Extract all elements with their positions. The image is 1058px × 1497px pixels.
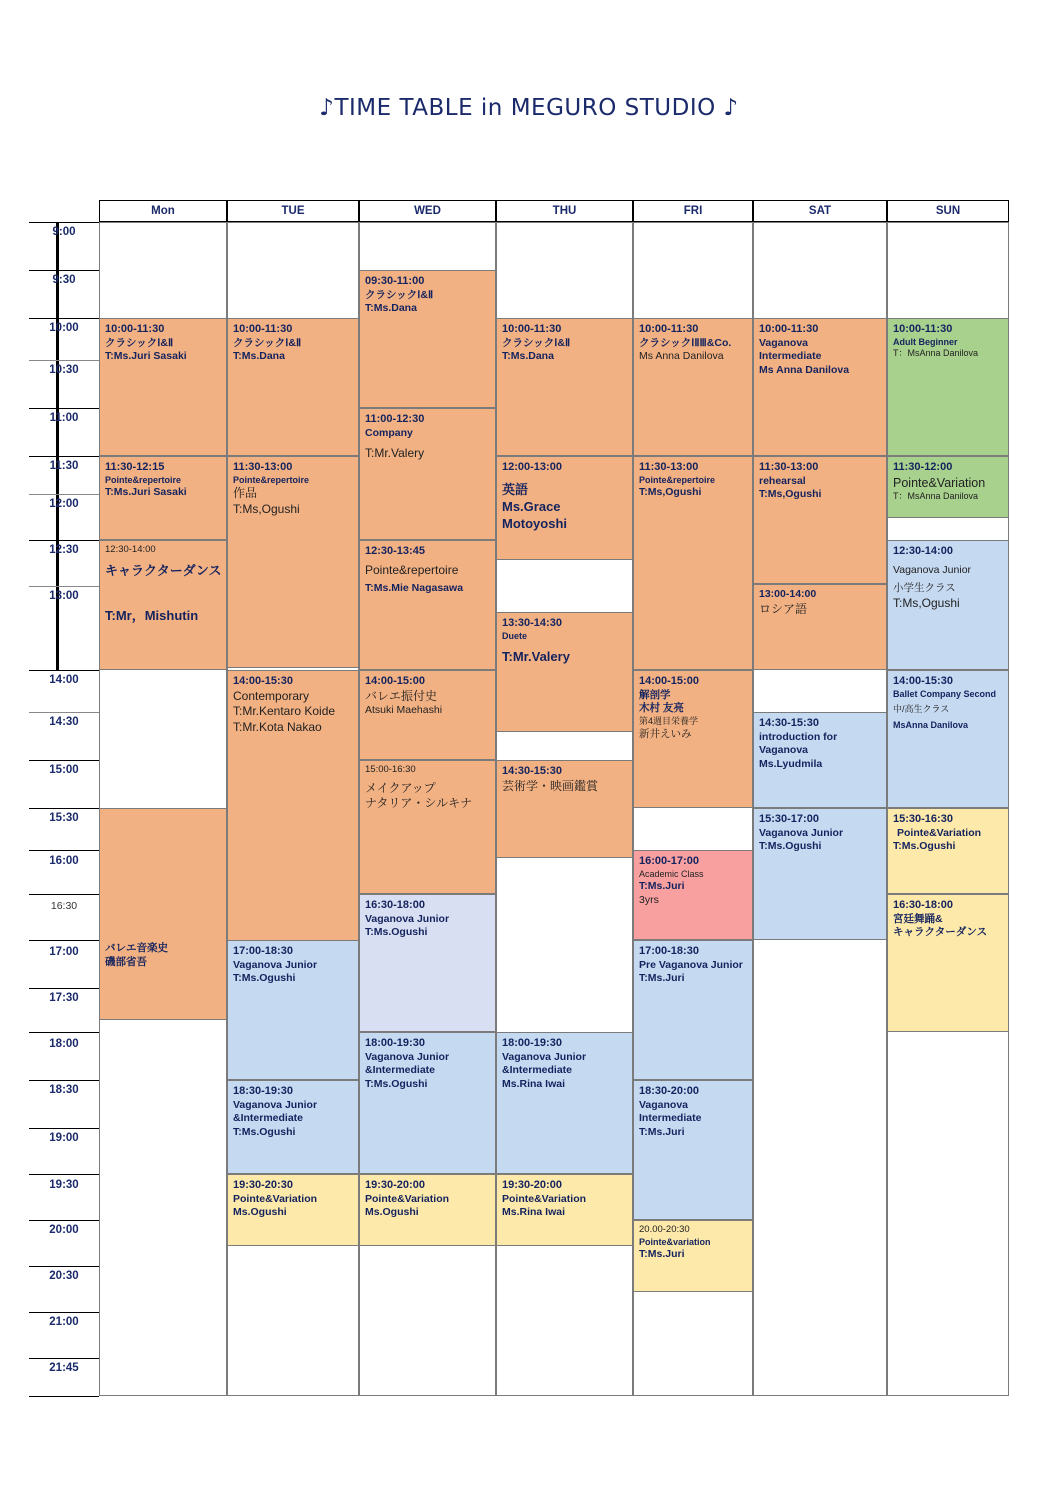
class-teacher: T:Ms,Ogushi — [639, 486, 702, 499]
class-teacher: Ms.Rina Iwai — [502, 1078, 566, 1091]
class-title: introduction for — [759, 730, 838, 743]
class-level: &Intermediate — [233, 1112, 304, 1125]
class-title: クラシックⅠⅡⅢ&Co. — [639, 336, 732, 349]
class-subtitle: キャラクターダンス — [893, 926, 988, 939]
class-title: Pointe&Variation — [893, 475, 986, 490]
class-title: rehearsal — [759, 474, 806, 487]
class-time: 10:00-11:30 — [233, 323, 293, 335]
class-level: &Intermediate — [365, 1064, 436, 1077]
class-title: Vaganova Junior — [365, 1050, 450, 1063]
class-title: Pointe&Variation — [897, 826, 982, 839]
class-time: 19:30-20:00 — [502, 1179, 562, 1191]
time-label-1900: 19:00 — [49, 1132, 79, 1144]
class-block-fri-1700[interactable] — [633, 940, 753, 1080]
timetable-grid — [29, 200, 1009, 1378]
class-title: バレエ音楽史 — [105, 942, 168, 954]
class-teacher: T:Ms.Ogushi — [365, 926, 428, 939]
class-time: 09:30-11:00 — [365, 275, 425, 287]
time-label-1100: 11:00 — [49, 412, 79, 424]
class-title: Pointe&variation — [639, 1236, 711, 1247]
class-block-fri-1000[interactable] — [633, 318, 753, 456]
class-teacher: T:Ms.Dana — [502, 350, 554, 363]
class-time: 17:00-18:30 — [233, 945, 293, 957]
class-block-tue-1000[interactable] — [227, 318, 359, 456]
time-rule — [29, 1080, 99, 1081]
class-block-wed-1400[interactable] — [359, 670, 496, 760]
time-label-0900: 9:00 — [52, 226, 76, 238]
page-title: ♪TIME TABLE in MEGURO STUDIO ♪ — [319, 95, 739, 121]
class-title: Pre Vaganova Junior — [639, 958, 743, 971]
class-teacher: 木村 友亮 — [639, 702, 684, 715]
time-rule — [29, 1032, 99, 1033]
class-teacher: Atsuki Maehashi — [365, 704, 443, 717]
class-block-sun-1230[interactable] — [887, 540, 1009, 670]
class-title: Pointe&Variation — [365, 1192, 450, 1205]
time-rule — [29, 360, 99, 361]
class-time: 11:30-13:00 — [639, 461, 699, 473]
class-block-tue-1830[interactable] — [227, 1080, 359, 1174]
class-block-fri-2000[interactable] — [633, 1220, 753, 1292]
class-block-sun-1400[interactable] — [887, 670, 1009, 808]
time-label-1830: 18:30 — [49, 1084, 79, 1096]
class-block-wed-1500[interactable] — [359, 760, 496, 894]
time-rule — [29, 940, 99, 941]
class-title: クラシックⅠ&Ⅱ — [365, 288, 434, 301]
class-time: 16:00-17:00 — [639, 855, 699, 867]
time-rule — [29, 318, 99, 319]
class-time: 10:00-11:30 — [893, 323, 953, 335]
class-teacher: T:Ms,Ogushi — [233, 502, 300, 517]
time-rule — [29, 1358, 99, 1359]
class-title: Pointe&Variation — [502, 1192, 587, 1205]
class-teacher: T:Ms.Juri — [639, 880, 685, 893]
class-teacher-2: 新井えいみ — [639, 728, 692, 741]
class-level: Vaganova — [759, 744, 809, 757]
time-rule — [29, 456, 99, 457]
class-block-thu-1930[interactable] — [496, 1174, 633, 1246]
column-header-fri: FRI — [633, 200, 753, 222]
class-teacher: T:Ms.Ogushi — [893, 840, 956, 853]
class-teacher: Ms.Ogushi — [365, 1206, 419, 1219]
class-time: 14:00-15:00 — [365, 675, 425, 687]
time-label-2030: 20:30 — [49, 1270, 79, 1282]
time-label-1030: 10:30 — [49, 364, 79, 376]
class-time: 11:30-13:00 — [233, 461, 293, 473]
time-rule — [29, 1396, 99, 1397]
class-block-tue-1700[interactable] — [227, 940, 359, 1080]
class-teacher: T:Ms.Ogushi — [233, 972, 296, 985]
class-title: クラシックⅠ&Ⅱ — [233, 336, 302, 349]
class-block-sun-1130[interactable] — [887, 456, 1009, 518]
class-title: Duete — [502, 630, 528, 641]
class-teacher: T：MsAnna Danilova — [893, 491, 979, 502]
class-block-sat-1530[interactable] — [753, 808, 887, 940]
class-time: 18:00-19:30 — [365, 1037, 425, 1049]
class-title: Adult Beginner — [893, 336, 958, 347]
column-header-tue: TUE — [227, 200, 359, 222]
class-time: 14:30-15:30 — [759, 717, 819, 729]
time-rule — [29, 1312, 99, 1313]
class-block-mon-1130[interactable] — [99, 456, 227, 540]
time-label-1630: 16:30 — [50, 900, 78, 912]
class-time: 10:00-11:30 — [502, 323, 562, 335]
time-label-1400: 14:00 — [49, 674, 79, 686]
class-teacher: MsAnna Danilova — [893, 720, 969, 731]
class-detail: 作品 — [233, 486, 258, 501]
class-title: Ballet Company Second — [893, 688, 997, 699]
class-teacher: T:Ms,Ogushi — [893, 596, 960, 611]
class-title: Pointe&repertoire — [105, 474, 182, 485]
class-block-thu-1430[interactable] — [496, 760, 633, 858]
time-rule — [29, 712, 99, 713]
time-rule — [29, 494, 99, 495]
class-title: Vaganova — [639, 1098, 689, 1111]
class-teacher-1: T:Mr.Kentaro Koide — [233, 704, 336, 719]
class-level: 小学生クラス — [893, 582, 956, 595]
time-rule — [29, 1220, 99, 1221]
class-title: Vaganova Junior — [233, 958, 318, 971]
class-title: ロシア語 — [759, 601, 808, 616]
class-block-fri-1600[interactable] — [633, 850, 753, 940]
time-rule — [29, 850, 99, 851]
class-time: 12:30-13:45 — [365, 545, 425, 557]
class-teacher: T:Ms,Ogushi — [759, 488, 822, 501]
class-teacher: T:Ms.Ogushi — [759, 840, 822, 853]
time-rule — [29, 808, 99, 809]
class-title: Contemporary — [233, 688, 310, 703]
class-block-wed-1930[interactable] — [359, 1174, 496, 1246]
class-block-thu-1330[interactable] — [496, 612, 633, 732]
class-title: Vaganova Junior — [233, 1098, 318, 1111]
class-time: 14:00-15:00 — [639, 675, 699, 687]
class-block-wed-1800[interactable] — [359, 1032, 496, 1174]
class-note: 第4週目栄養学 — [639, 716, 699, 727]
class-time: 14:30-15:30 — [502, 765, 562, 777]
class-time: 11:30-13:00 — [759, 461, 819, 473]
class-time: 20.00-20:30 — [639, 1224, 690, 1235]
column-header-sat: SAT — [753, 200, 887, 222]
time-rule — [29, 270, 99, 271]
class-block-mon-1000[interactable] — [99, 318, 227, 456]
time-label-1200: 12:00 — [49, 498, 79, 510]
class-title: メイクアップ — [365, 780, 436, 795]
class-title: Pointe&repertoire — [233, 474, 310, 485]
class-teacher: T:Mr.Valery — [502, 649, 570, 665]
time-rule — [29, 894, 99, 895]
class-teacher: T:Mr.Valery — [365, 446, 425, 461]
time-rule — [29, 670, 99, 671]
class-block-sat-1300[interactable] — [753, 584, 887, 670]
class-level: &Intermediate — [502, 1064, 573, 1077]
class-level: Intermediate — [759, 350, 822, 363]
class-teacher: T：MsAnna Danilova — [893, 348, 979, 359]
class-teacher: Ms Anna Danilova — [759, 364, 850, 377]
class-teacher: Ms.Lyudmila — [759, 758, 823, 771]
time-label-2100: 21:00 — [49, 1316, 79, 1328]
class-title: クラシックⅠ&Ⅱ — [502, 336, 571, 349]
class-time: 10:00-11:30 — [759, 323, 819, 335]
time-rule — [29, 1128, 99, 1129]
class-time: 13:30-14:30 — [502, 617, 562, 629]
class-title: 英語 — [502, 481, 529, 497]
class-title: クラシックⅠ&Ⅱ — [105, 336, 174, 349]
class-time: 10:00-11:30 — [105, 323, 165, 335]
class-block-thu-1800[interactable] — [496, 1032, 633, 1174]
class-block-sat-1130[interactable] — [753, 456, 887, 584]
class-teacher: T:Ms.Mie Nagasawa — [365, 582, 464, 595]
class-time: 15:30-17:00 — [759, 813, 819, 825]
class-teacher: ナタリア・シルキナ — [365, 796, 473, 811]
column-header-thu: THU — [496, 200, 633, 222]
class-time: 18:00-19:30 — [502, 1037, 562, 1049]
time-label-1600: 16:00 — [49, 855, 79, 867]
class-time: 19:30-20:30 — [233, 1179, 293, 1191]
class-teacher: T:Mr，Mishutin — [105, 607, 199, 623]
class-time: 14:00-15:30 — [233, 675, 293, 687]
class-title: キャラクターダンス — [105, 562, 222, 578]
class-time: 11:30-12:15 — [105, 461, 165, 473]
time-rule — [29, 1266, 99, 1267]
time-label-1500: 15:00 — [49, 764, 79, 776]
class-block-sun-1630[interactable] — [887, 894, 1009, 1032]
time-label-2145: 21:45 — [49, 1362, 79, 1374]
class-title: 芸術学・映画鑑賞 — [502, 778, 599, 793]
class-time: 17:00-18:30 — [639, 945, 699, 957]
class-time: 11:30-12:00 — [893, 461, 953, 473]
time-label-1230: 12:30 — [49, 544, 79, 556]
time-label-1430: 14:30 — [49, 716, 79, 728]
class-teacher: T:Ms.Juri Sasaki — [105, 350, 187, 363]
class-block-sat-1000[interactable] — [753, 318, 887, 456]
class-level: 中/高生クラス — [893, 704, 950, 715]
class-title: Academic Class — [639, 868, 704, 879]
class-title: バレエ振付史 — [365, 688, 438, 703]
class-title: Vaganova Junior — [502, 1050, 587, 1063]
class-block-thu-1000[interactable] — [496, 318, 633, 456]
time-rule — [29, 760, 99, 761]
class-time: 12:30-14:00 — [105, 544, 156, 555]
class-time: 18:30-19:30 — [233, 1085, 293, 1097]
class-time: 16:30-18:00 — [365, 899, 425, 911]
class-teacher: Ms Anna Danilova — [639, 350, 724, 363]
time-rule — [29, 540, 99, 541]
class-title: Pointe&Variation — [233, 1192, 318, 1205]
class-title: Pointe&repertoire — [639, 474, 716, 485]
class-time: 13:00-14:00 — [759, 588, 817, 600]
time-rule — [29, 408, 99, 409]
class-block-fri-1400[interactable] — [633, 670, 753, 808]
class-title: Vaganova Junior — [365, 912, 450, 925]
class-teacher: 磯部省吾 — [105, 955, 147, 968]
class-block-wed-1230[interactable] — [359, 540, 496, 670]
class-teacher: Ms.Rina Iwai — [502, 1206, 566, 1219]
class-teacher: T:Ms.Juri — [639, 1248, 685, 1261]
column-header-sun: SUN — [887, 200, 1009, 222]
class-block-sun-1000[interactable] — [887, 318, 1009, 456]
class-time: 10:00-11:30 — [639, 323, 699, 335]
class-title: Vaganova Junior — [759, 826, 844, 839]
class-time: 15:30-16:30 — [893, 813, 953, 825]
class-time: 11:00-12:30 — [365, 413, 425, 425]
class-block-wed-1630[interactable] — [359, 894, 496, 1032]
class-block-mon-1230[interactable] — [99, 540, 227, 670]
time-label-1930: 19:30 — [49, 1179, 79, 1191]
class-block-thu-1200[interactable] — [496, 456, 633, 560]
class-block-wed-1100[interactable] — [359, 408, 496, 540]
class-time: 16:30-18:00 — [893, 899, 953, 911]
class-time: 12:00-13:00 — [502, 461, 562, 473]
class-time: 14:00-15:30 — [893, 675, 953, 687]
class-block-mon-1430[interactable] — [99, 808, 227, 1020]
time-label-1130: 11:30 — [49, 460, 79, 472]
time-rule — [29, 988, 99, 989]
class-block-fri-1830[interactable] — [633, 1080, 753, 1220]
class-teacher-2: T:Mr.Kota Nakao — [233, 720, 322, 735]
time-label-1300: 13:00 — [49, 590, 79, 602]
class-teacher: Ms.Ogushi — [233, 1206, 287, 1219]
column-header-mon: Mon — [99, 200, 227, 222]
class-time: 12:30-14:00 — [893, 545, 953, 557]
class-block-sat-1430[interactable] — [753, 712, 887, 808]
time-label-0930: 9:30 — [52, 274, 76, 286]
class-age: 3yrs — [639, 894, 659, 907]
class-time: 19:30-20:00 — [365, 1179, 425, 1191]
time-label-1700: 17:00 — [49, 946, 79, 958]
class-teacher: T:Ms.Dana — [233, 350, 285, 363]
class-teacher: T:Ms.Juri — [639, 972, 685, 985]
class-block-sun-1530[interactable] — [887, 808, 1009, 894]
class-block-tue-1130[interactable] — [227, 456, 359, 668]
class-time: 15:00-16:30 — [365, 764, 416, 775]
time-label-2000: 20:00 — [49, 1224, 79, 1236]
class-level: Intermediate — [639, 1112, 702, 1125]
time-axis-bar — [56, 222, 59, 470]
class-teacher: T:Ms.Dana — [365, 302, 417, 315]
class-title: Vaganova — [759, 336, 809, 349]
class-teacher: T:Ms.Juri — [639, 1126, 685, 1139]
class-title: 宮廷舞踊& — [893, 912, 943, 925]
class-block-fri-1130[interactable] — [633, 456, 753, 670]
time-label-1000: 10:00 — [49, 322, 79, 334]
class-teacher: T:Ms.Ogushi — [365, 1078, 428, 1091]
time-rule — [29, 586, 99, 587]
class-teacher: T:Ms.Ogushi — [233, 1126, 296, 1139]
class-title: Company — [365, 426, 413, 439]
time-label-1730: 17:30 — [49, 992, 79, 1004]
class-teacher: T:Ms.Juri Sasaki — [105, 486, 187, 499]
time-label-1800: 18:00 — [49, 1038, 79, 1050]
time-rule — [29, 1174, 99, 1175]
class-block-wed-0930[interactable] — [359, 270, 496, 408]
class-title: 解剖学 — [639, 688, 671, 701]
class-block-tue-1930[interactable] — [227, 1174, 359, 1246]
class-title: Pointe&repertoire — [365, 562, 459, 577]
time-rule — [29, 222, 99, 223]
time-label-1530: 15:30 — [49, 812, 79, 824]
class-time: 18:30-20:00 — [639, 1085, 699, 1097]
column-header-wed: WED — [359, 200, 496, 222]
class-teacher: Ms.Grace Motoyoshi — [502, 498, 567, 531]
class-title: Vaganova Junior — [893, 563, 972, 576]
